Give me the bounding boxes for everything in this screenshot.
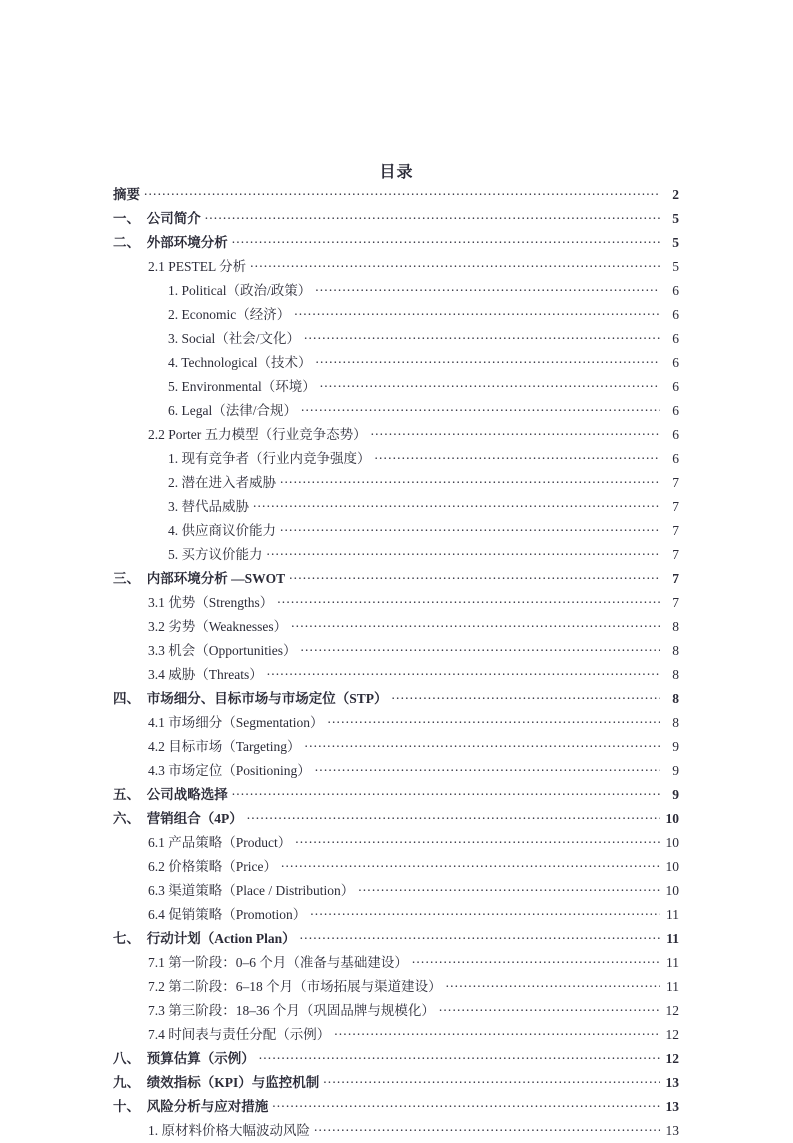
toc-entry-page-number: 8 — [672, 643, 679, 658]
toc-entry[interactable] — [113, 807, 679, 831]
toc-entry-label: 3. 替代品威胁 — [168, 499, 249, 514]
toc-dot-leader — [301, 642, 661, 656]
toc-entry[interactable] — [168, 399, 679, 423]
toc-entry-label: 7.2 第二阶段：6–18 个月（市场拓展与渠道建设） — [148, 979, 442, 994]
toc-entry[interactable] — [148, 951, 679, 975]
toc-entry[interactable] — [148, 975, 679, 999]
toc-entry-label: 六、 营销组合（4P） — [113, 811, 243, 826]
toc-dot-leader — [323, 1074, 660, 1088]
toc-dot-leader — [371, 426, 660, 440]
toc-entry-page-number: 8 — [672, 715, 679, 730]
toc-dot-leader — [392, 690, 660, 704]
toc-entry[interactable] — [148, 831, 679, 855]
toc-entry-label: 3.2 劣势（Weaknesses） — [148, 619, 288, 634]
toc-entry[interactable] — [168, 519, 679, 543]
toc-entry[interactable] — [113, 567, 679, 591]
toc-entry[interactable] — [113, 783, 679, 807]
toc-entry[interactable] — [168, 543, 679, 567]
toc-entry[interactable] — [168, 279, 679, 303]
toc-dot-leader — [310, 906, 660, 920]
toc-dot-leader — [301, 402, 660, 416]
toc-entry-label: 3. Social（社会/文化） — [168, 331, 300, 346]
toc-entry-label: 七、 行动计划（Action Plan） — [113, 931, 296, 946]
toc-entry-label: 4.1 市场细分（Segmentation） — [148, 715, 324, 730]
toc-entry-page-number: 9 — [672, 763, 679, 778]
toc-entry-label: 五、 公司战略选择 — [113, 787, 228, 802]
toc-entry[interactable] — [148, 255, 679, 279]
toc-entry-label: 3.1 优势（Strengths） — [148, 595, 274, 610]
toc-entry-page-number: 11 — [666, 979, 679, 994]
toc-entry-label: 4. Technological（技术） — [168, 355, 312, 370]
toc-entry-page-number: 9 — [672, 787, 679, 802]
toc-entry-label: 摘要 — [113, 187, 140, 202]
toc-dot-leader — [144, 186, 660, 200]
toc-entry-page-number: 5 — [672, 235, 679, 250]
toc-entry-page-number: 6 — [672, 355, 679, 370]
toc-entry-label: 7.1 第一阶段：0–6 个月（准备与基础建设） — [148, 955, 408, 970]
toc-entry-page-number: 7 — [672, 571, 679, 586]
toc-dot-leader — [315, 282, 660, 296]
toc-entry-label: 5. Environmental（环境） — [168, 379, 316, 394]
toc-entry-page-number: 13 — [665, 1123, 679, 1138]
toc-entry[interactable] — [148, 1023, 679, 1047]
toc-entry-label: 2. 潜在进入者威胁 — [168, 475, 276, 490]
toc-dot-leader — [272, 1098, 660, 1112]
toc-dot-leader — [375, 450, 661, 464]
toc-entry-label: 2.2 Porter 五力模型（行业竞争态势） — [148, 427, 367, 442]
toc-entry-label: 3.4 威胁（Threats） — [148, 667, 263, 682]
toc-entry[interactable] — [148, 735, 679, 759]
toc-entry[interactable] — [168, 495, 679, 519]
toc-dot-leader — [267, 666, 660, 680]
toc-entry-page-number: 9 — [672, 739, 679, 754]
toc-entry-label: 二、 外部环境分析 — [113, 235, 228, 250]
toc-entry-page-number: 13 — [665, 1099, 679, 1114]
toc-entry[interactable] — [148, 879, 679, 903]
toc-dot-leader — [412, 954, 660, 968]
toc-entry-page-number: 7 — [672, 547, 679, 562]
toc-entry-page-number: 10 — [665, 835, 679, 850]
toc-dot-leader — [328, 714, 661, 728]
toc-entry[interactable] — [148, 639, 679, 663]
toc-entry[interactable] — [113, 1095, 679, 1119]
toc-entry-label: 6.1 产品策略（Product） — [148, 835, 292, 850]
toc-entry[interactable] — [113, 231, 679, 255]
toc-entry-label: 4.2 目标市场（Targeting） — [148, 739, 301, 754]
toc-entry-label: 九、 绩效指标（KPI）与监控机制 — [113, 1075, 320, 1090]
toc-dot-leader — [280, 522, 660, 536]
toc-dot-leader — [281, 858, 660, 872]
toc-entry-label: 3.3 机会（Opportunities） — [148, 643, 297, 658]
toc-entry-page-number: 7 — [672, 475, 679, 490]
toc-entry-label: 4.3 市场定位（Positioning） — [148, 763, 311, 778]
toc-entry[interactable] — [168, 351, 679, 375]
toc-dot-leader — [247, 810, 660, 824]
toc-entry-page-number: 6 — [672, 331, 679, 346]
toc-entry-label: 7.3 第三阶段：18–36 个月（巩固品牌与规模化） — [148, 1003, 435, 1018]
toc-entry-label: 十、 风险分析与应对措施 — [113, 1099, 269, 1114]
toc-dot-leader — [232, 786, 660, 800]
toc-entry-page-number: 6 — [672, 451, 679, 466]
toc-dot-leader — [295, 834, 660, 848]
toc-entry-page-number: 6 — [672, 307, 679, 322]
toc-dot-leader — [304, 330, 660, 344]
toc-entry-page-number: 7 — [672, 595, 679, 610]
toc-entry-label: 2.1 PESTEL 分析 — [148, 259, 247, 274]
toc-dot-leader — [315, 762, 660, 776]
toc-entry-page-number: 11 — [666, 955, 679, 970]
toc-entry-page-number: 8 — [672, 691, 679, 706]
toc-entry[interactable] — [113, 687, 679, 711]
toc-entry[interactable] — [113, 1047, 679, 1071]
toc-entry-page-number: 7 — [672, 523, 679, 538]
toc-entry[interactable] — [148, 855, 679, 879]
toc-entry-label: 1. Political（政治/政策） — [168, 283, 312, 298]
toc-entry-page-number: 12 — [665, 1051, 679, 1066]
toc-entry[interactable] — [113, 927, 679, 951]
toc-entry-page-number: 10 — [665, 859, 679, 874]
toc-entry[interactable] — [148, 423, 679, 447]
toc-entry[interactable] — [113, 207, 679, 231]
toc-dot-leader — [259, 1050, 660, 1064]
toc-entry-page-number: 6 — [672, 427, 679, 442]
toc-entry[interactable] — [168, 447, 679, 471]
toc-entry-label: 6.3 渠道策略（Place / Distribution） — [148, 883, 355, 898]
toc-entry-page-number: 11 — [666, 907, 679, 922]
toc-entry-page-number: 8 — [672, 619, 679, 634]
toc-dot-leader — [300, 930, 660, 944]
toc-entry-label: 6.2 价格策略（Price） — [148, 859, 277, 874]
toc-dot-leader — [280, 474, 660, 488]
toc-entry-label: 1. 原材料价格大幅波动风险 — [148, 1123, 310, 1138]
toc-dot-leader — [358, 882, 660, 896]
toc-dot-leader — [232, 234, 660, 248]
toc-entry-label: 6. Legal（法律/合规） — [168, 403, 297, 418]
toc-entry-page-number: 10 — [665, 811, 679, 826]
toc-entry-label: 八、 预算估算（示例） — [113, 1051, 255, 1066]
toc-entry-label: 三、 内部环境分析 —SWOT — [113, 571, 286, 586]
toc-dot-leader — [277, 594, 660, 608]
toc-entry[interactable] — [148, 999, 679, 1023]
toc-entry-page-number: 12 — [665, 1027, 679, 1042]
toc-dot-leader — [305, 738, 660, 752]
toc-entry[interactable] — [168, 303, 679, 327]
toc-dot-leader — [205, 210, 660, 224]
toc-entry[interactable] — [148, 615, 679, 639]
toc-dot-leader — [446, 978, 660, 992]
toc-entry-page-number: 7 — [672, 499, 679, 514]
toc-entry[interactable] — [148, 663, 679, 687]
toc-entry[interactable] — [113, 1071, 679, 1095]
toc-dot-leader — [316, 354, 660, 368]
toc-entry-page-number: 6 — [672, 403, 679, 418]
toc-entry-label: 4. 供应商议价能力 — [168, 523, 276, 538]
toc-dot-leader — [250, 258, 660, 272]
toc-entry-page-number: 2 — [672, 187, 679, 202]
toc-entry-label: 1. 现有竞争者（行业内竞争强度） — [168, 451, 371, 466]
toc-entry-label: 一、 公司简介 — [113, 211, 201, 226]
toc-dot-leader — [320, 378, 660, 392]
toc-entry-page-number: 12 — [665, 1003, 679, 1018]
toc-entry-label: 7.4 时间表与责任分配（示例） — [148, 1027, 331, 1042]
toc-dot-leader — [289, 570, 660, 584]
toc-entry-page-number: 6 — [672, 379, 679, 394]
toc-entry-label: 四、 市场细分、目标市场与市场定位（STP） — [113, 691, 388, 706]
toc-entry-label: 6.4 促销策略（Promotion） — [148, 907, 307, 922]
toc-entry-page-number: 6 — [672, 283, 679, 298]
toc-entry-page-number: 10 — [665, 883, 679, 898]
toc-entry[interactable] — [148, 903, 679, 927]
toc-dot-leader — [314, 1122, 660, 1136]
toc-entry-label: 5. 买方议价能力 — [168, 547, 263, 562]
toc-entry-page-number: 11 — [666, 931, 679, 946]
toc-dot-leader — [267, 546, 661, 560]
toc-entry[interactable] — [168, 471, 679, 495]
toc-dot-leader — [294, 306, 660, 320]
toc-entry-label: 2. Economic（经济） — [168, 307, 291, 322]
toc-dot-leader — [253, 498, 660, 512]
toc-entry[interactable] — [113, 183, 679, 207]
page-title: 目录 — [379, 164, 414, 181]
toc-entry[interactable] — [168, 375, 679, 399]
toc-entry[interactable] — [148, 1119, 679, 1143]
toc-entry[interactable] — [148, 759, 679, 783]
toc-entry[interactable] — [148, 591, 679, 615]
toc-entry-page-number: 5 — [672, 259, 679, 274]
toc-entry-page-number: 5 — [672, 211, 679, 226]
toc-dot-leader — [439, 1002, 660, 1016]
table-of-contents — [113, 183, 679, 1143]
toc-entry-page-number: 8 — [672, 667, 679, 682]
toc-entry[interactable] — [148, 711, 679, 735]
toc-entry[interactable] — [168, 327, 679, 351]
toc-dot-leader — [334, 1026, 660, 1040]
toc-dot-leader — [291, 618, 660, 632]
toc-entry-page-number: 13 — [665, 1075, 679, 1090]
